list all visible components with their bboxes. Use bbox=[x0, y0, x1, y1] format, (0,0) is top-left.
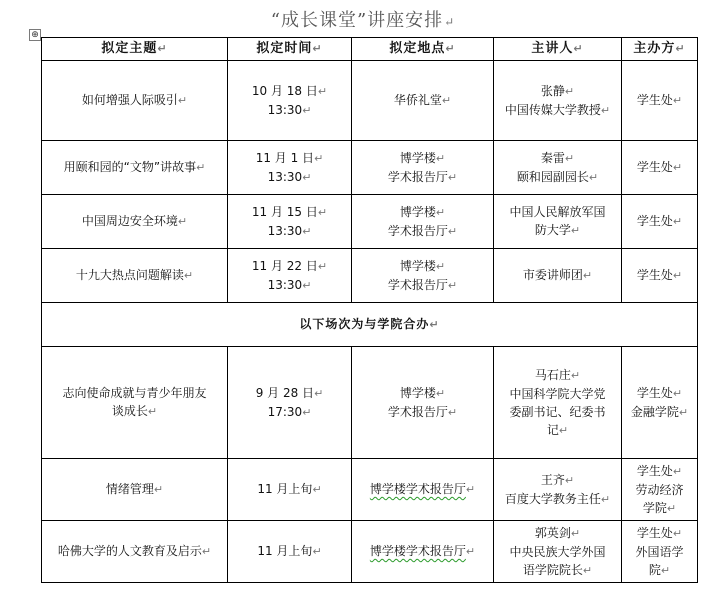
lecture-schedule-table bbox=[41, 37, 698, 583]
speaker-cell[interactable]: 张静↵ 中国传媒大学教授↵ bbox=[494, 61, 622, 141]
time-cell[interactable]: 11 月上旬↵ bbox=[228, 459, 352, 521]
speaker-cell[interactable]: 中国人民解放军国 防大学↵ bbox=[494, 195, 622, 249]
header-place: 拟定地点↵ bbox=[352, 38, 494, 61]
speaker-cell[interactable]: 郭英剑↵ 中央民族大学外国 语学院院长↵ bbox=[494, 521, 622, 583]
speaker-cell[interactable]: 王齐↵ 百度大学教务主任↵ bbox=[494, 459, 622, 521]
place-cell[interactable]: 博学楼↵ 学术报告厅↵ bbox=[352, 347, 494, 459]
host-cell[interactable]: 学生处↵ 金融学院↵ bbox=[622, 347, 698, 459]
table-row bbox=[42, 459, 698, 521]
title-text: “成长课堂”讲座安排 bbox=[270, 10, 444, 31]
place-cell[interactable]: 华侨礼堂↵ bbox=[352, 61, 494, 141]
table-row bbox=[42, 195, 698, 249]
time-cell[interactable]: 11 月 22 日↵ 13:30↵ bbox=[228, 249, 352, 303]
host-cell[interactable]: 学生处↵ bbox=[622, 141, 698, 195]
host-cell[interactable]: 学生处↵ bbox=[622, 249, 698, 303]
time-cell[interactable]: 10 月 18 日↵ 13:30↵ bbox=[228, 61, 352, 141]
time-cell[interactable]: 9 月 28 日↵ 17:30↵ bbox=[228, 347, 352, 459]
table-row bbox=[42, 61, 698, 141]
table-row bbox=[42, 249, 698, 303]
time-cell[interactable]: 11 月 15 日↵ 13:30↵ bbox=[228, 195, 352, 249]
speaker-cell[interactable]: 秦雷↵ 颐和园副园长↵ bbox=[494, 141, 622, 195]
place-cell[interactable]: 博学楼↵ 学术报告厅↵ bbox=[352, 195, 494, 249]
place-cell[interactable]: 博学楼↵ 学术报告厅↵ bbox=[352, 249, 494, 303]
header-topic: 拟定主题↵ bbox=[42, 38, 228, 61]
table-row bbox=[42, 141, 698, 195]
table-row bbox=[42, 347, 698, 459]
time-cell[interactable]: 11 月上旬↵ bbox=[228, 521, 352, 583]
place-cell[interactable]: 博学楼↵ 学术报告厅↵ bbox=[352, 141, 494, 195]
topic-cell[interactable]: 情绪管理↵ bbox=[42, 459, 228, 521]
topic-cell[interactable]: 如何增强人际吸引↵ bbox=[42, 61, 228, 141]
section-banner-cell[interactable]: 以下场次为与学院合办↵ bbox=[42, 303, 698, 347]
place-cell[interactable]: 博学楼学术报告厅↵ bbox=[352, 521, 494, 583]
header-row bbox=[42, 38, 698, 61]
table-row bbox=[42, 521, 698, 583]
document-title bbox=[0, 6, 726, 32]
topic-cell[interactable]: 用颐和园的“文物”讲故事↵ bbox=[42, 141, 228, 195]
speaker-cell[interactable]: 马石庄↵ 中国科学院大学党 委副书记、纪委书 记↵ bbox=[494, 347, 622, 459]
header-time: 拟定时间↵ bbox=[228, 38, 352, 61]
topic-cell[interactable]: 志向使命成就与青少年朋友 谈成长↵ bbox=[42, 347, 228, 459]
host-cell[interactable]: 学生处↵ 劳动经济 学院↵ bbox=[622, 459, 698, 521]
header-host: 主办方↵ bbox=[622, 38, 698, 61]
section-banner-row bbox=[42, 303, 698, 347]
header-speaker: 主讲人↵ bbox=[494, 38, 622, 61]
host-cell[interactable]: 学生处↵ 外国语学 院↵ bbox=[622, 521, 698, 583]
topic-cell[interactable]: 十九大热点问题解读↵ bbox=[42, 249, 228, 303]
host-cell[interactable]: 学生处↵ bbox=[622, 195, 698, 249]
paragraph-mark-icon: ↵ bbox=[444, 15, 456, 29]
topic-cell[interactable]: 哈佛大学的人文教育及启示↵ bbox=[42, 521, 228, 583]
table-move-handle-icon[interactable]: ⊕ bbox=[29, 29, 41, 41]
host-cell[interactable]: 学生处↵ bbox=[622, 61, 698, 141]
speaker-cell[interactable]: 市委讲师团↵ bbox=[494, 249, 622, 303]
topic-cell[interactable]: 中国周边安全环境↵ bbox=[42, 195, 228, 249]
place-cell[interactable]: 博学楼学术报告厅↵ bbox=[352, 459, 494, 521]
time-cell[interactable]: 11 月 1 日↵ 13:30↵ bbox=[228, 141, 352, 195]
